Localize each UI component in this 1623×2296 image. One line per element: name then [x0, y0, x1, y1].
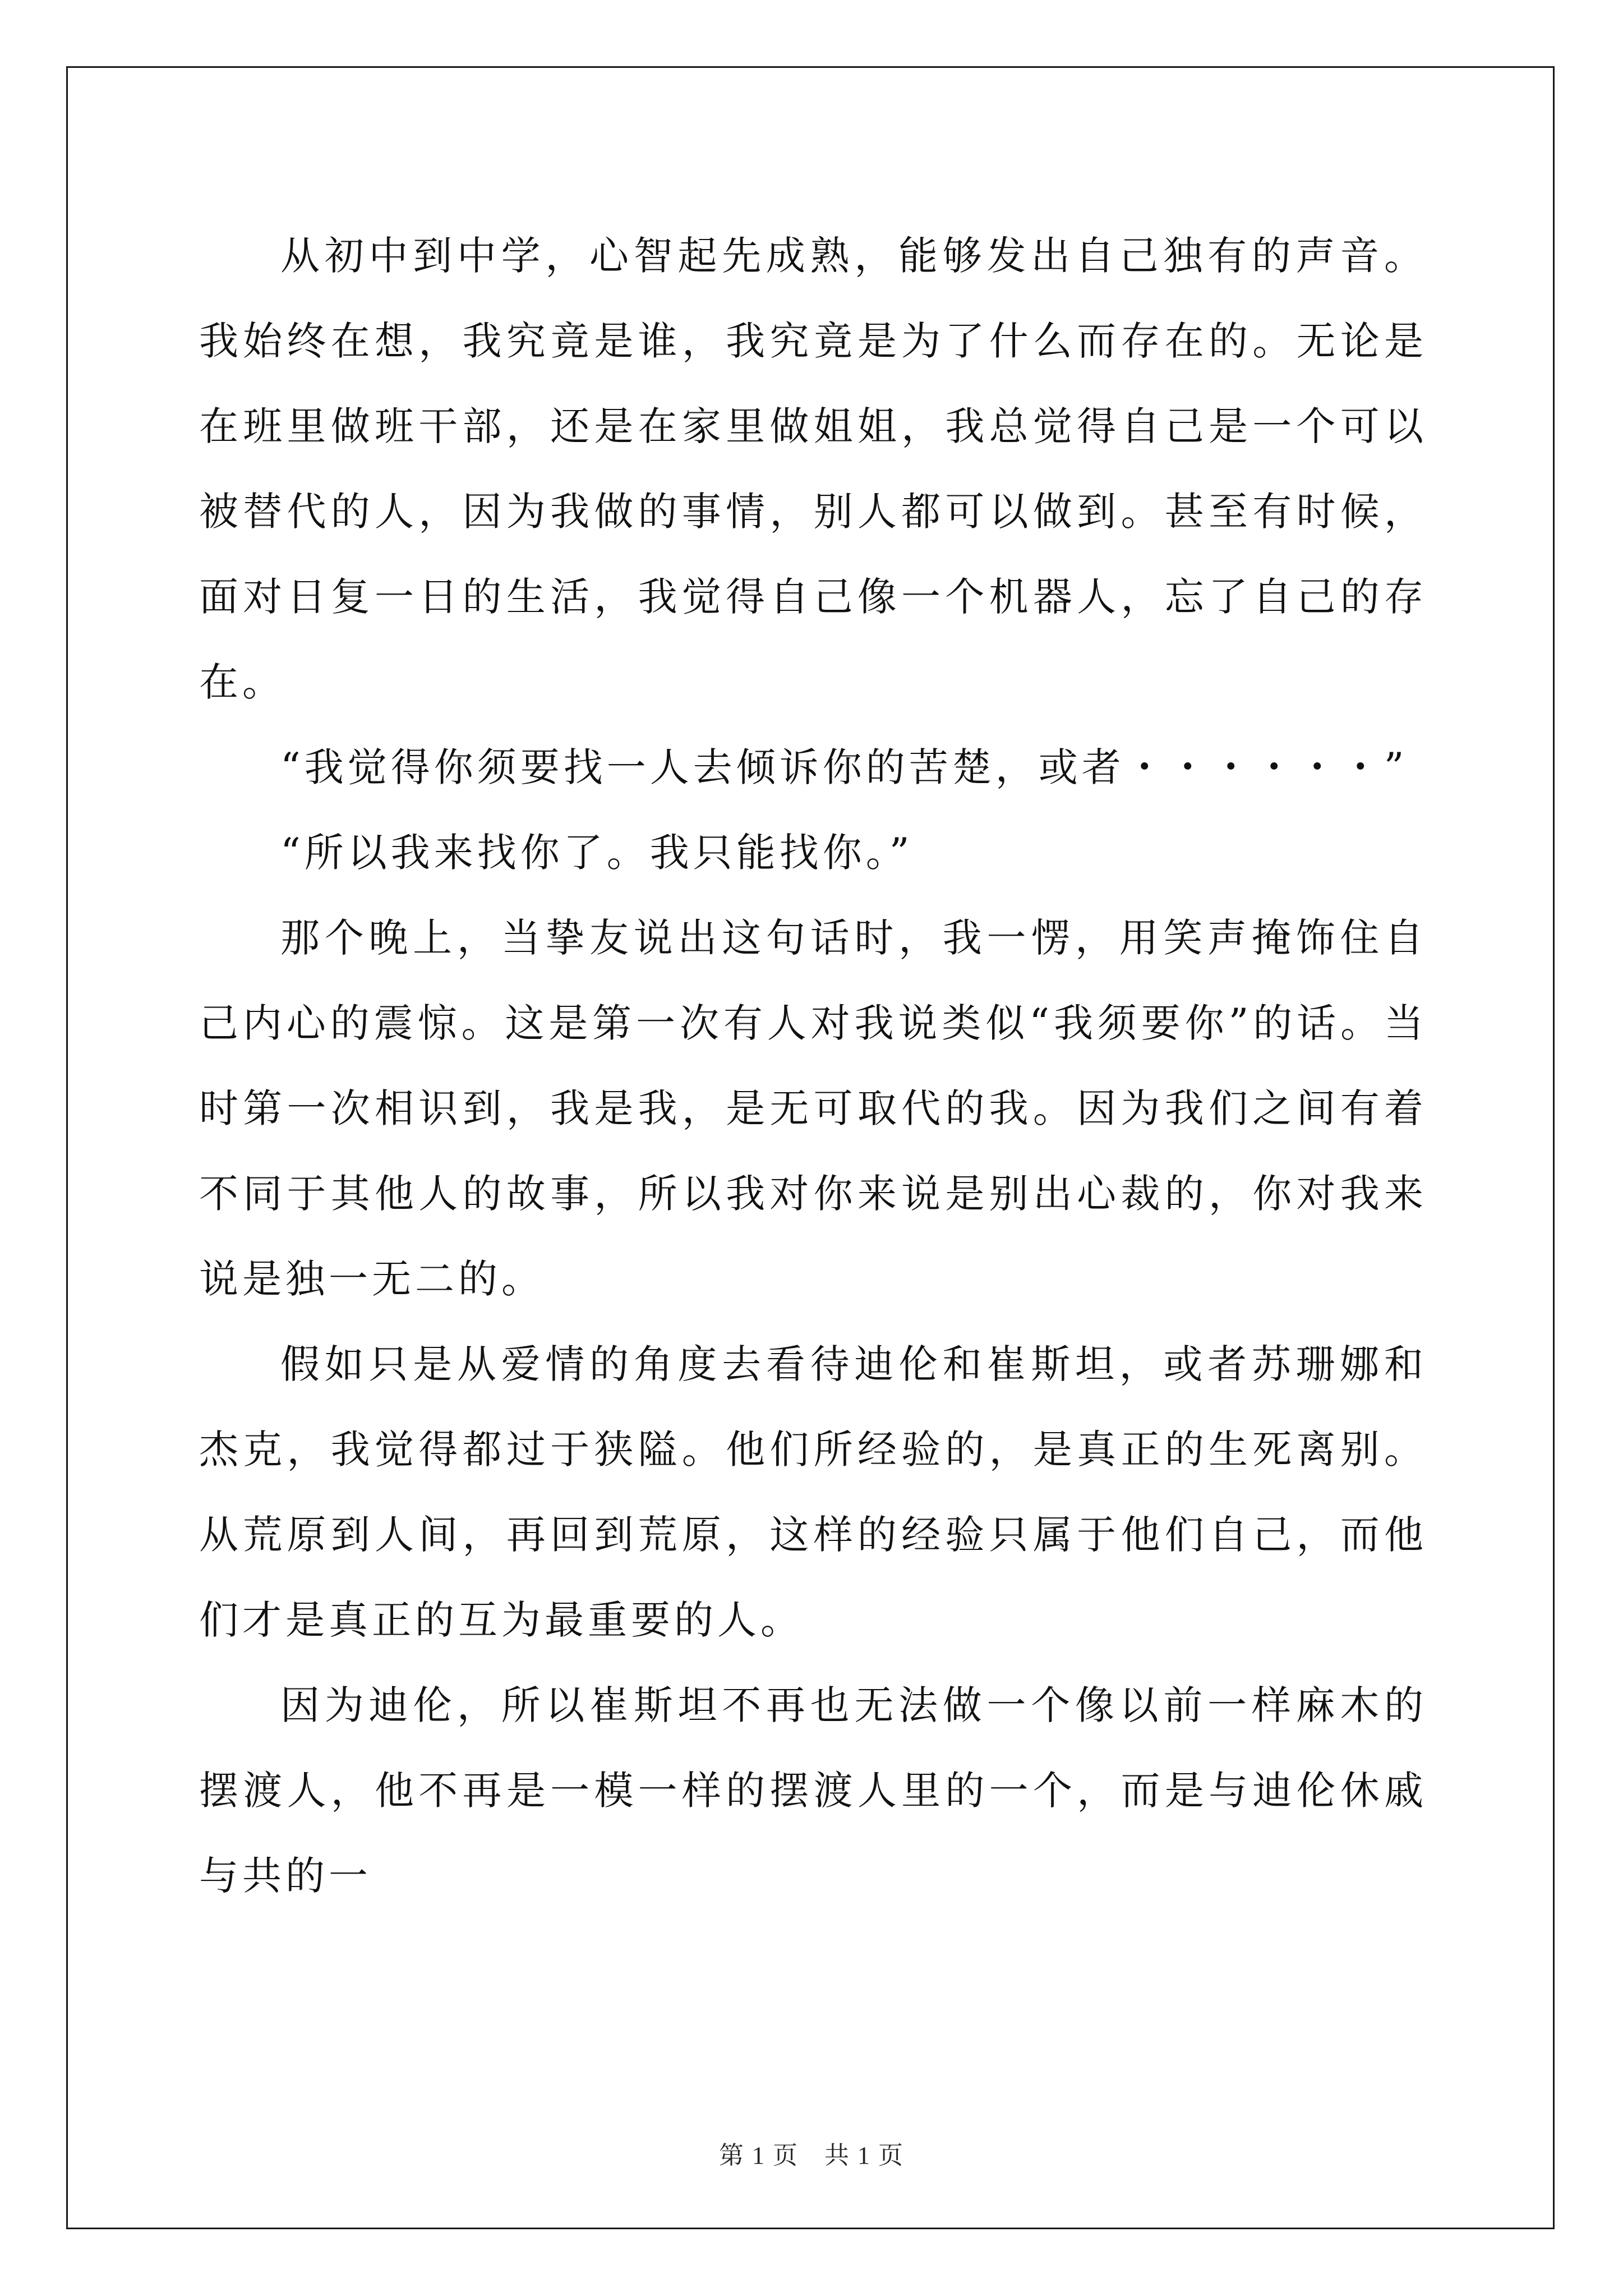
paragraph-5: 假如只是从爱情的角度去看待迪伦和崔斯坦，或者苏珊娜和杰克，我觉得都过于狭隘。他们所经验的，是真正的生死离别。从荒原到人间，再回到荒原，这样的经验只属于他们自己，而他们才是真正的互为最重要的人。 — [199, 1341, 1427, 1643]
page-number-footer: 第 1 页 共 1 页 — [719, 2142, 904, 2169]
paragraph-6: 因为迪伦，所以崔斯坦不再也无法做一个像以前一样麻木的摆渡人，他不再是一模一样的摆渡人里的一个，而是与迪伦休戚与共的一 — [199, 1682, 1427, 1899]
document-body — [199, 213, 1427, 1918]
paragraph-1: 从初中到中学，心智起先成熟，能够发出自己独有的声音。我始终在想，我究竟是谁，我究竟是为了什么而存在的。无论是在班里做班干部，还是在家里做姐姐，我总觉得自己是一个可以被替代的人，因为我做的事情，别人都可以做到。甚至有时候，面对日复一日的生活，我觉得自己像一个机器人，忘了自己的存在。 — [199, 233, 1427, 705]
paragraph-3: “所以我来找你了。我只能找你。” — [280, 830, 914, 876]
paragraph-2: “我觉得你须要找一人去倾诉你的苦楚，或者・・・・・・” — [280, 744, 1408, 790]
paragraph-4: 那个晚上，当挚友说出这句话时，我一愣，用笑声掩饰住自己内心的震惊。这是第一次有人对我说类似“我须要你”的话。当时第一次相识到，我是我，是无可取代的我。因为我们之间有着不同于其他人的故事，所以我对你来说是别出心裁的，你对我来说是独一无二的。 — [199, 915, 1427, 1302]
